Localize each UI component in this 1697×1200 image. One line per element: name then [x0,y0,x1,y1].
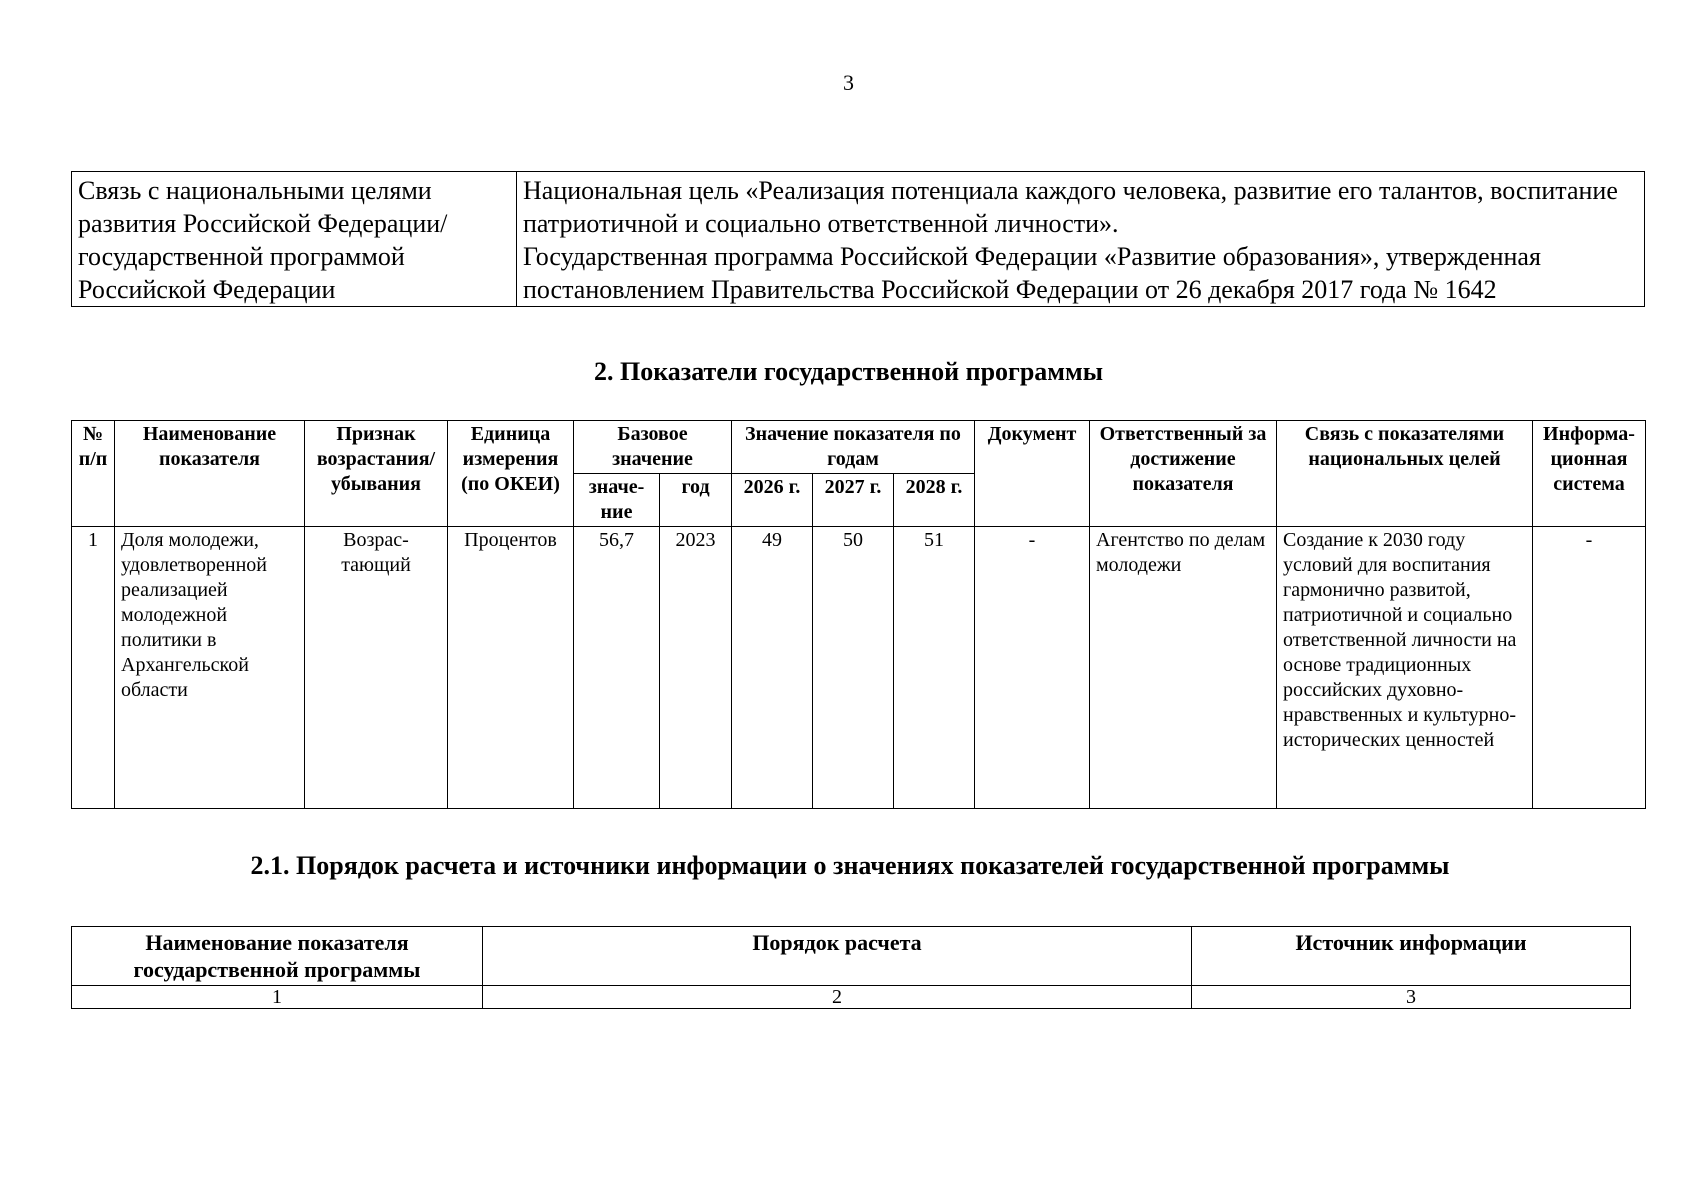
header-base-year: год [660,474,732,527]
header-by-years: Значение показателя по годам [732,421,975,474]
cell-name: Доля молодежи, удовлетворенной реализацией молодежной политики в Архангельской области [115,527,305,809]
header-link: Связь с показателями национальных целей [1277,421,1533,527]
cell-responsible: Агентство по делам молодежи [1090,527,1277,809]
header-row [72,927,1631,986]
header-info-system: Информа-ционная система [1533,421,1646,527]
national-goals-link-table [71,171,1645,307]
header-info-source: Источник информации [1192,927,1631,986]
header-num: № п/п [72,421,115,527]
header-base-value: значе-ние [574,474,660,527]
cell-link: Создание к 2030 году условий для воспитания гармонично развитой, патриотичной и социально ответственной личности на основе традиционных российских духовно-нравственных и культурно-исторических ценностей [1277,527,1533,809]
header-2027: 2027 г. [813,474,894,527]
header-unit: Единица измерения (по ОКЕИ) [448,421,574,527]
link-label-cell: Связь с национальными целями развития Российской Федерации/ государственной программой Российской Федерации [72,172,517,307]
table-row [72,527,1646,809]
cell-base-value: 56,7 [574,527,660,809]
national-goal-text: Национальная цель «Реализация потенциала каждого человека, развитие его талантов, воспитание патриотичной и социально ответственной личности». [523,176,1618,238]
state-program-text: Государственная программа Российской Федерации «Развитие образования», утвержденная постановлением Правительства Российской Федерации от 26 декабря 2017 года № 1642 [523,242,1541,304]
column-number: 2 [483,986,1192,1009]
cell-2028: 51 [894,527,975,809]
cell-2027: 50 [813,527,894,809]
column-number: 3 [1192,986,1631,1009]
header-calc-order: Порядок расчета [483,927,1192,986]
page-number: 3 [843,70,854,95]
cell-num: 1 [72,527,115,809]
header-responsible: Ответственный за достижение показателя [1090,421,1277,527]
cell-base-year: 2023 [660,527,732,809]
link-value-cell [517,172,1645,307]
indicators-table [71,420,1646,809]
section-2-1-title: 2.1. Порядок расчета и источники информации о значениях показателей государственной программы [250,851,1450,880]
calculation-order-table [71,926,1631,1009]
cell-unit: Процентов [448,527,574,809]
section-2-title: 2. Показатели государственной программы [593,357,1104,386]
cell-document: - [975,527,1090,809]
header-base: Базовое значение [574,421,732,474]
header-indicator-name: Наименование показателя государственной программы [72,927,483,986]
header-2028: 2028 г. [894,474,975,527]
column-numbers-row [72,986,1631,1009]
header-name: Наименование показателя [115,421,305,527]
cell-2026: 49 [732,527,813,809]
cell-info-system: - [1533,527,1646,809]
header-row-1 [72,421,1646,474]
header-document: Документ [975,421,1090,527]
header-trend: Признак возрастания/ убывания [305,421,448,527]
cell-trend: Возрас-тающий [305,527,448,809]
header-2026: 2026 г. [732,474,813,527]
column-number: 1 [72,986,483,1009]
